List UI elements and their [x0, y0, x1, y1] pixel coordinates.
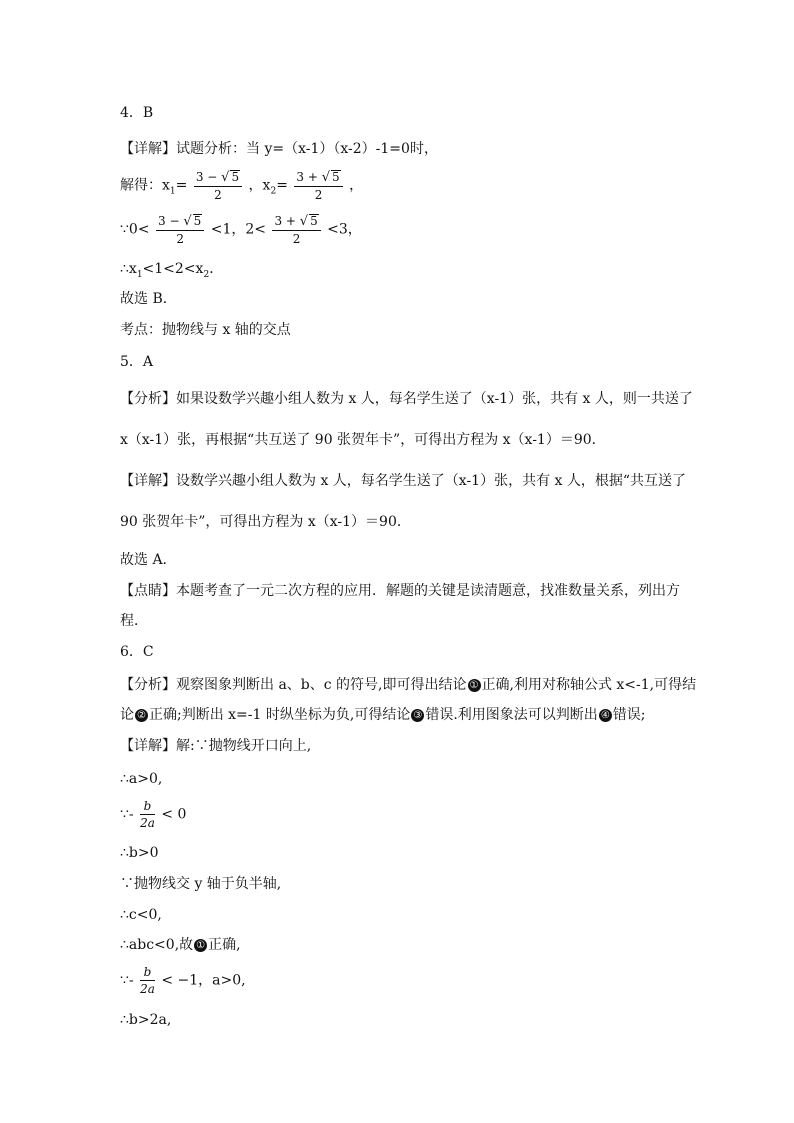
q4-inequality-line: ∵0< $\frac{3 - √ 5}{2}$ <1，2< $\frac{3 + √ 5}{2}$ <3， [120, 214, 362, 246]
circled-one: ① [468, 679, 481, 692]
q5-analysis-line2: x（x-1）张，再根据“共互送了 90 张贺年卡”，可得出方程为 x（x-1）＝90． [120, 432, 606, 448]
q6-step1: ∴a>0, [120, 771, 163, 787]
q6-answer: 6．C [120, 644, 154, 660]
q6-detail-line1: 【详解】解:∵抛物线开口向上, [120, 738, 312, 754]
fraction-lower: $\frac{3 - √ 5}{2}$ [156, 214, 204, 245]
q4-detail-line [120, 142, 438, 156]
q6-step8: ∴b>2a, [120, 1012, 172, 1028]
q4-solution-line: 解得：$x_1=$ $\frac{3 - √ 5}{2}$ ，$x_2=$ $\frac{3 + √ 5}{2}$ ， [120, 170, 364, 202]
q6-step2: ∵- $\frac{b}{2a}$ < 0 [120, 799, 187, 830]
q6-step3: ∴b>0 [120, 845, 159, 861]
detail-text: 试题分析：当 y=（x-1）（x-2）-1=0时， [176, 141, 438, 157]
q5-choice: 故选 A． [120, 552, 177, 568]
circled-two: ② [135, 709, 148, 722]
q4-conclusion: $\therefore x_1<1<2<x_2$． [120, 261, 224, 280]
q5-detail-line1: 【详解】设数学兴趣小组人数为 x 人，每名学生送了（x-1）张，共有 x 人，根据“共互送了 [120, 473, 687, 489]
q5-comment-line1: 【点睛】本题考查了一元二次方程的应用．解题的关键是读清题意，找准数量关系，列出方 [120, 583, 680, 599]
q6-analysis-line1: 【分析】观察图象判断出 a、b、c 的符号,即可得出结论 ① 正确,利用对称轴公式 x<-1,可得结 [120, 677, 697, 693]
fraction-x2: $\frac{3 + √ 5}{2}$ [294, 170, 342, 201]
q5-comment-line2: 程． [120, 613, 148, 629]
fraction-x1: $\frac{3 - √ 5}{2}$ [194, 170, 242, 201]
q6-step6: ∴abc<0,故 ① 正确, [120, 937, 241, 953]
circled-one: ① [194, 939, 207, 952]
q5-detail-line2: 90 张贺年卡”，可得出方程为 x（x-1）＝90． [120, 514, 411, 530]
q6-analysis-line2: 论 ② 正确;判断出 x=-1 时纵坐标为负,可得结论 ③ 错误.利用图象法可以判断出 ④ 错误; [120, 707, 646, 723]
fraction-b-over-2a: $\frac{b}{2a}$ [140, 799, 155, 830]
q6-step4: ∵抛物线交 y 轴于负半轴, [120, 876, 282, 892]
circled-three: ③ [411, 709, 424, 722]
q4-topic: 考点：抛物线与 x 轴的交点 [120, 322, 291, 338]
q4-answer: 4．B [120, 105, 154, 121]
circled-four: ④ [599, 709, 612, 722]
fraction-upper: $\frac{3 + √ 5}{2}$ [272, 214, 320, 245]
q4-choice: 故选 B． [120, 291, 177, 307]
q5-answer: 5．A [120, 354, 154, 370]
q6-step5: ∴c<0, [120, 907, 162, 923]
q5-analysis-line1: 【分析】如果设数学兴趣小组人数为 x 人，每名学生送了（x-1）张，共有 x 人，则一共送了 [120, 391, 693, 407]
fraction-b-over-2a: $\frac{b}{2a}$ [140, 965, 155, 996]
detail-tag: 【详解】 [120, 141, 176, 157]
q6-step7: ∵- $\frac{b}{2a}$ < −1，a>0, [120, 965, 246, 996]
